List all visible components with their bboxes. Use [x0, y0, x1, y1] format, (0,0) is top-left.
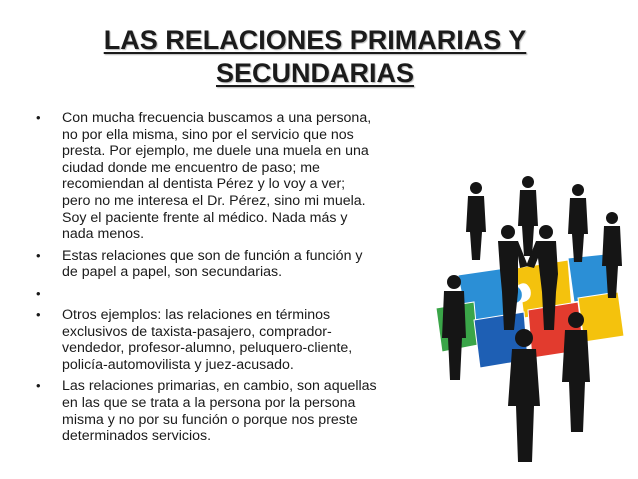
bullet-text-line: Soy el paciente frente al médico. Nada más y [62, 209, 348, 226]
bullet-text-line: policía-automovilista y juez-acusado. [62, 356, 294, 373]
bullet-text-line: misma y no por su función o porque nos preste [62, 411, 358, 428]
person-front-right [562, 312, 590, 432]
bullet-text-line: determinados servicios. [62, 428, 212, 445]
person-back-right [568, 184, 588, 262]
bullet-text-line: vendedor, profesor-alumno, peluquero-cliente, [62, 340, 353, 357]
bullet-item [36, 378, 426, 444]
bullet-text-line: presta. Por ejemplo, me duele una muela en una [62, 143, 369, 160]
bullet-text-line: de papel a papel, son secundarias. [62, 264, 283, 281]
bullet-list [36, 110, 426, 450]
bullet-dot: • [36, 110, 41, 125]
person-back-left [466, 182, 486, 260]
bullet-dot: • [36, 306, 41, 322]
bullet-item [36, 248, 426, 281]
bullet-item [36, 307, 426, 373]
bullet-text-line: Las relaciones primarias, en cambio, son aquellas [62, 378, 377, 395]
bullet-dot: • [36, 247, 41, 263]
title-line-1: LAS RELACIONES PRIMARIAS Y [103, 25, 527, 55]
bullet-item [36, 110, 426, 243]
bullet-dot: • [36, 285, 41, 301]
business-people-puzzle-icon [428, 170, 628, 470]
bullet-dot: • [36, 378, 41, 394]
bullet-text-line: nada menos. [62, 226, 145, 243]
bullet-text-line: no por ella misma, sino por el servicio que nos [62, 126, 354, 143]
title-line-2: SECUNDARIAS [215, 58, 415, 88]
bullet-text-line: pero no me interesa el Dr. Pérez, sino mi muela. [62, 192, 366, 209]
bullet-text-line: en las que se trata a la persona por la persona [62, 394, 356, 411]
bullet-text-line: Estas relaciones que son de función a función y [62, 247, 363, 264]
bullet-text-line: recomiendan al dentista Pérez y lo voy a ver; [62, 176, 346, 193]
bullet-item [36, 286, 426, 302]
bullet-text-line: exclusivos de taxista-pasajero, comprador- [62, 323, 332, 340]
bullet-text-line: Otros ejemplos: las relaciones en términos [62, 306, 331, 323]
bullet-text-line: ciudad donde me encuentro de paso; me [62, 159, 320, 176]
bullet-text-line: Con mucha frecuencia buscamos a una persona, [62, 110, 372, 126]
slide-title [60, 24, 570, 90]
